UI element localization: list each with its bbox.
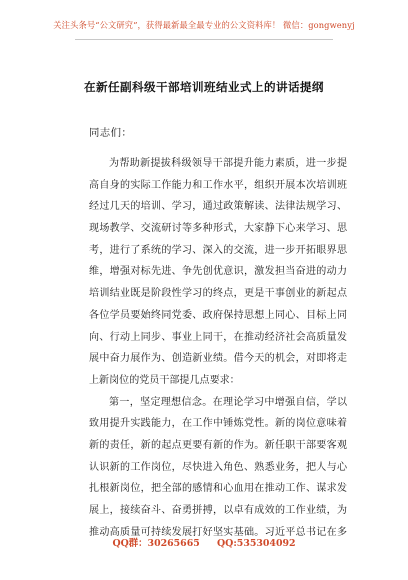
body-line: 经过几天的培训、学习，通过政策解读、法律法规学习、	[89, 201, 347, 213]
body-line: 现场教学、交流研讨等多种形式，大家静下心来学习、思	[89, 223, 347, 235]
document-body	[89, 153, 347, 543]
body-line: 高自身的实际工作能力和工作水平，组织开展本次培训班	[89, 179, 347, 191]
body-line: 培训结业既是阶段性学习的终点，更是干事创业的新起点	[89, 288, 347, 300]
body-line: 考，进行了系统的学习、深入的交流，进一步开拓眼界思	[89, 244, 347, 256]
body-line: 向、行动上同步、事业上同干，在推动经济社会高质量发	[89, 331, 347, 343]
footer-qq: QQ:535304092	[217, 538, 296, 549]
body-line: 展中奋力展作为、创造新业绩。借今天的机会，对即将走	[89, 353, 347, 365]
body-line: 认识新的工作岗位，尽快进入角色、熟悉业务，把人与心	[89, 461, 347, 473]
document-title: 在新任副科级干部培训班结业式上的讲话提纲	[84, 80, 324, 94]
body-line: 新的责任，新的起点更要有新的作为。新任职干部要客观	[89, 439, 347, 451]
body-line: 维，增强对标先进、争先创优意识，激发担当奋进的动力	[89, 266, 347, 278]
header-promo-note: 关注头条号“公文研究”，获得最新最全最专业的公文资料库！ 微信：gongwenyj	[53, 20, 355, 30]
salutation: 同志们：	[89, 127, 133, 139]
body-line: 第一，坚定理想信念。在理论学习中增强自信，学以	[109, 396, 347, 408]
body-line: 展上，接续奋斗、奋勇拼搏，以卓有成效的工作业绩，为	[89, 505, 347, 516]
body-line: 为帮助新提拔科级领导干部提升能力素质，进一步提	[109, 158, 347, 169]
body-line: 推动高质量可持续发展打好坚实基础。习近平总书记在多	[89, 526, 347, 538]
body-line: 扎根新岗位，把全部的感情和心血用在推动工作、谋求发	[89, 483, 347, 495]
body-line: 各位学员要始终同党委、政府保持思想上同心、目标上同	[89, 309, 347, 321]
header-divider	[75, 39, 333, 40]
body-line: 上新岗位的党员干部提几点要求：	[89, 374, 240, 386]
footer-qq-group: QQ群：30265665	[112, 538, 200, 549]
body-line: 致用提升实践能力，在工作中锤炼党性。新的岗位意味着	[89, 418, 347, 430]
footer-contact	[0, 535, 408, 549]
